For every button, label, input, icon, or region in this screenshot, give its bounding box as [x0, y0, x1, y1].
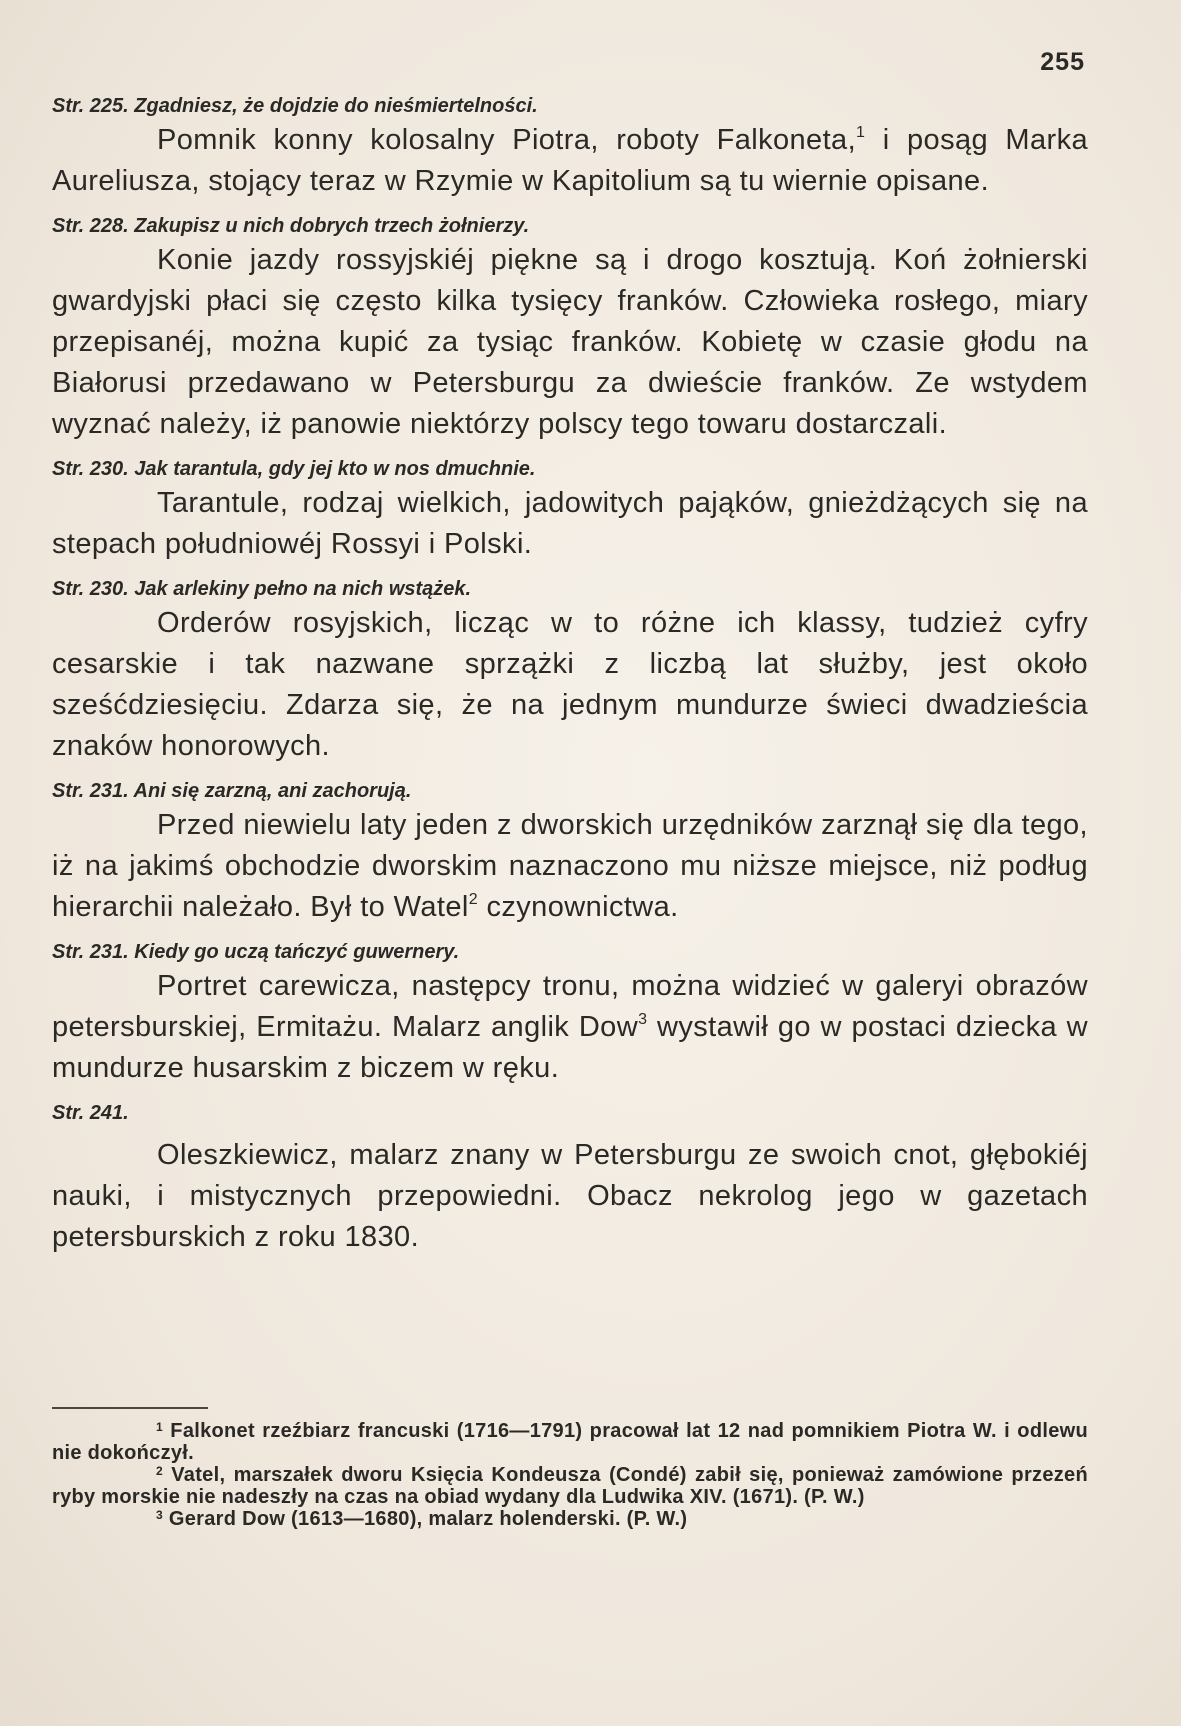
footnote-marker: 3 — [638, 1011, 648, 1028]
paragraph-text-continued: i posąg Marka Aureliusza, stojący teraz w Rzymie w Kapitolium są tu wiernie opisane. — [52, 124, 1089, 197]
section-reference: Str. 230. Jak tarantula, gdy jej kto w nos dmuchnie. — [52, 458, 536, 480]
section-reference: Str. 228. Zakupisz u nich dobrych trzech żołnierzy. — [52, 215, 530, 237]
section-paragraph — [52, 1135, 1088, 1258]
footnote-text: Falkonet rzeźbiarz francuski (1716—1791) pracował lat 12 nad pomnikiem Piotra W. i odlewu nie dokończył. — [52, 1420, 1088, 1464]
page-number: 255 — [1040, 48, 1085, 76]
paragraph-text-continued: czynownictwa. — [478, 891, 679, 923]
footnote-number: 3 — [156, 1508, 163, 1522]
section-reference: Str. 231. Kiedy go uczą tańczyć guwernery. — [52, 941, 460, 963]
footnote — [52, 1420, 1088, 1464]
paragraph-text-continued: wystawił go w postaci dziecka w mundurze husarskim z biczem w ręku. — [52, 1011, 1088, 1084]
section-reference: Str. 225. Zgadniesz, że dojdzie do nieśmiertelności. — [52, 95, 538, 117]
paragraph-text: Konie jazdy rossyjskiéj piękne są i drogo kosztują. Koń żołnierski gwardyjski płaci się często kilka tysięcy franków. Człowieka rosłego, miary przepisanéj, można kupić za tysiąc franków. Kobietę w czasie głodu na Białorusi przedawano w Petersburgu za dwieście franków. Ze wstydem wyznać należy, iż panowie niektórzy polscy tego towaru dostarczali. — [52, 244, 1088, 440]
paragraph-text: Pomnik konny kolosalny Piotra, roboty Falkoneta, — [157, 124, 857, 156]
footnotes — [52, 1420, 1088, 1530]
footnote-text: Vatel, marszałek dworu Księcia Kondeusza (Condé) zabił się, ponieważ zamówione przezeń ryby morskie nie nadeszły na czas na obiad wydany dla Ludwika XIV. (1671). (P. W.) — [52, 1464, 1088, 1508]
footnote-marker: 1 — [856, 124, 866, 141]
paragraph-text: Orderów rosyjskich, licząc w to różne ich klassy, tudzież cyfry cesarskie i tak nazwane sprzążki z liczbą lat służby, jest około sześćdziesięciu. Zdarza się, że na jednym mundurze świeci dwadzieścia znaków honorowych. — [52, 607, 1088, 762]
section-reference: Str. 230. Jak arlekiny pełno na nich wstążek. — [52, 578, 472, 600]
paragraph-text: Tarantule, rodzaj wielkich, jadowitych pająków, gnieżdżących się na stepach południowéj Rossyi i Polski. — [52, 487, 1088, 560]
paragraph-text: Przed niewielu laty jeden z dworskich urzędników zarznął się dla tego, iż na jakimś obchodzie dworskim naznaczono mu niższe miejsce, niż podług hierarchii należało. Był to Watel — [52, 809, 1088, 923]
section-reference: Str. 231. Ani się zarzną, ani zachorują. — [52, 780, 412, 802]
footnote-divider — [52, 1407, 208, 1409]
section-paragraph — [52, 966, 1088, 1089]
section-paragraph — [52, 603, 1088, 767]
main-text — [52, 92, 1088, 1258]
footnote-marker: 2 — [468, 891, 479, 908]
section-paragraph — [52, 805, 1088, 928]
paragraph-text: Portret carewicza, następcy tronu, można widzieć w galeryi obrazów petersburskiej, Ermitażu. Malarz anglik Dow — [52, 970, 1088, 1043]
paragraph-text: Oleszkiewicz, malarz znany w Petersburgu ze swoich cnot, głębokiéj nauki, i mistycznych przepowiedni. Obacz nekrolog jego w gazetach petersburskich z roku 1830. — [52, 1139, 1088, 1253]
section-reference: Str. 241. — [52, 1102, 129, 1124]
footnote-text: Gerard Dow (1613—1680), malarz holenderski. (P. W.) — [168, 1508, 688, 1530]
section-paragraph — [52, 120, 1088, 202]
footnote-number: 2 — [156, 1464, 163, 1478]
section-paragraph — [52, 240, 1088, 445]
footnote — [52, 1464, 1088, 1508]
section-paragraph — [52, 483, 1088, 565]
footnote — [52, 1508, 1088, 1530]
footnote-number: 1 — [156, 1420, 163, 1434]
